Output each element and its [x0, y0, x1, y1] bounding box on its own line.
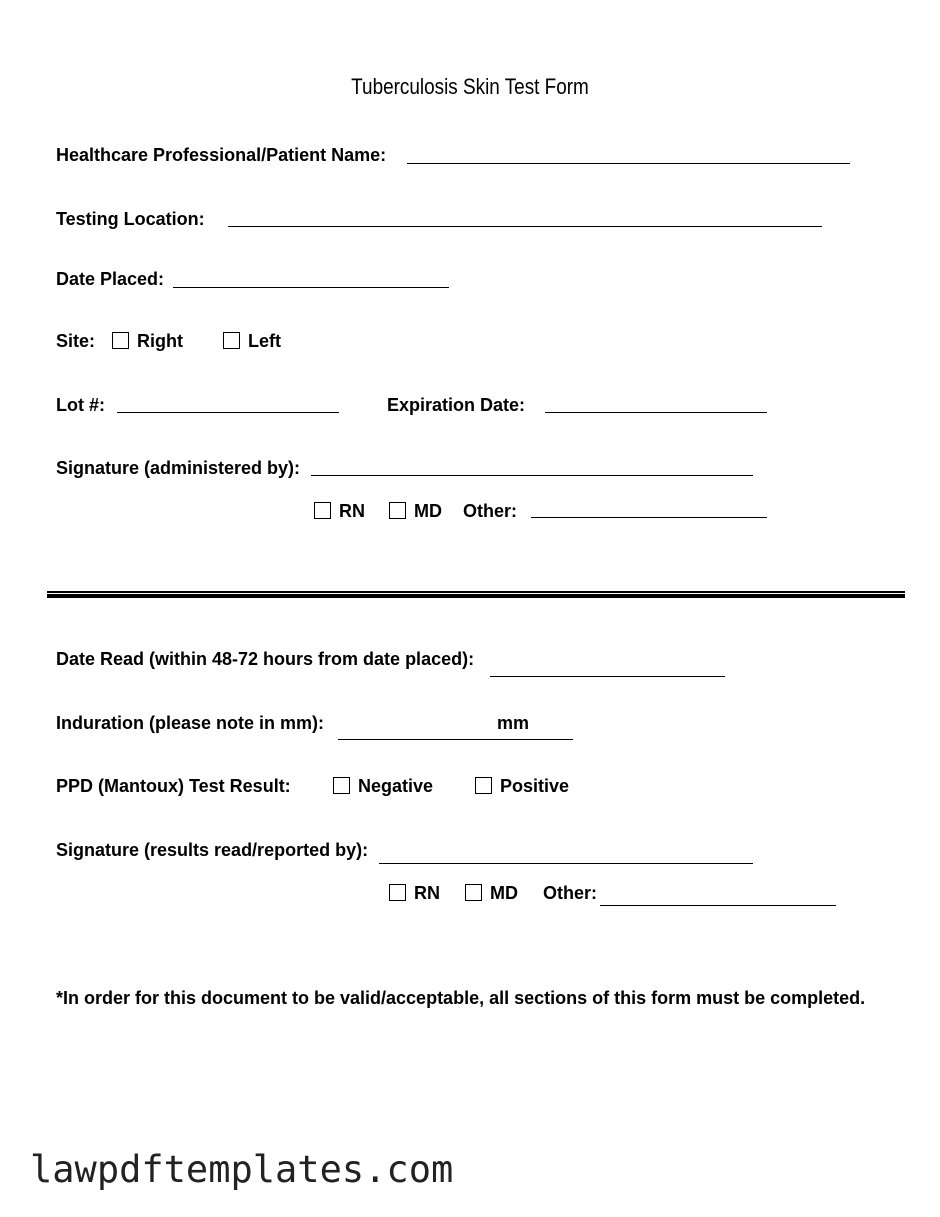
- result-negative-label: Negative: [358, 776, 434, 796]
- induration-label: Induration (please note in mm):: [56, 713, 325, 733]
- date-read-label: Date Read (within 48-72 hours from date placed):: [56, 649, 475, 669]
- reported-rn-label: RN: [414, 883, 440, 903]
- watermark: lawpdftemplates.com: [30, 1148, 454, 1191]
- reported-rn-checkbox[interactable]: [389, 884, 406, 901]
- reported-other-field[interactable]: [600, 905, 836, 906]
- administered-other-label: Other:: [463, 501, 517, 521]
- date-placed-label: Date Placed:: [56, 269, 165, 289]
- patient-name-label: Healthcare Professional/Patient Name:: [56, 145, 387, 165]
- expiration-date-label: Expiration Date:: [387, 395, 526, 415]
- test-result-label: PPD (Mantoux) Test Result:: [56, 776, 291, 796]
- reported-other-label: Other:: [543, 883, 597, 903]
- site-right-checkbox[interactable]: [112, 332, 129, 349]
- testing-location-field[interactable]: [228, 226, 822, 227]
- reported-signature-label: Signature (results read/reported by):: [56, 840, 369, 860]
- date-read-field[interactable]: [490, 676, 725, 677]
- site-right-label: Right: [137, 331, 183, 351]
- result-negative-checkbox[interactable]: [333, 777, 350, 794]
- administered-signature-label: Signature (administered by):: [56, 458, 301, 478]
- induration-unit: mm: [497, 713, 530, 733]
- administered-signature-field[interactable]: [311, 475, 753, 476]
- site-left-label: Left: [248, 331, 281, 351]
- administered-md-checkbox[interactable]: [389, 502, 406, 519]
- lot-number-label: Lot #:: [56, 395, 105, 415]
- testing-location-label: Testing Location:: [56, 209, 205, 229]
- validity-note: *In order for this document to be valid/acceptable, all sections of this form must be completed.: [56, 988, 866, 1008]
- administered-rn-checkbox[interactable]: [314, 502, 331, 519]
- section-divider-thin: [47, 591, 905, 593]
- administered-rn-label: RN: [339, 501, 365, 521]
- administered-md-label: MD: [414, 501, 442, 521]
- induration-field[interactable]: [338, 739, 573, 740]
- reported-signature-field[interactable]: [379, 863, 753, 864]
- reported-md-checkbox[interactable]: [465, 884, 482, 901]
- expiration-date-field[interactable]: [545, 412, 767, 413]
- result-positive-label: Positive: [500, 776, 570, 796]
- date-placed-field[interactable]: [173, 287, 449, 288]
- section-divider-thick: [47, 594, 905, 598]
- lot-number-field[interactable]: [117, 412, 339, 413]
- site-label: Site:: [56, 331, 96, 351]
- form-title: Tuberculosis Skin Test Form: [351, 74, 589, 99]
- patient-name-field[interactable]: [407, 163, 850, 164]
- administered-other-field[interactable]: [531, 517, 767, 518]
- result-positive-checkbox[interactable]: [475, 777, 492, 794]
- site-left-checkbox[interactable]: [223, 332, 240, 349]
- reported-md-label: MD: [490, 883, 518, 903]
